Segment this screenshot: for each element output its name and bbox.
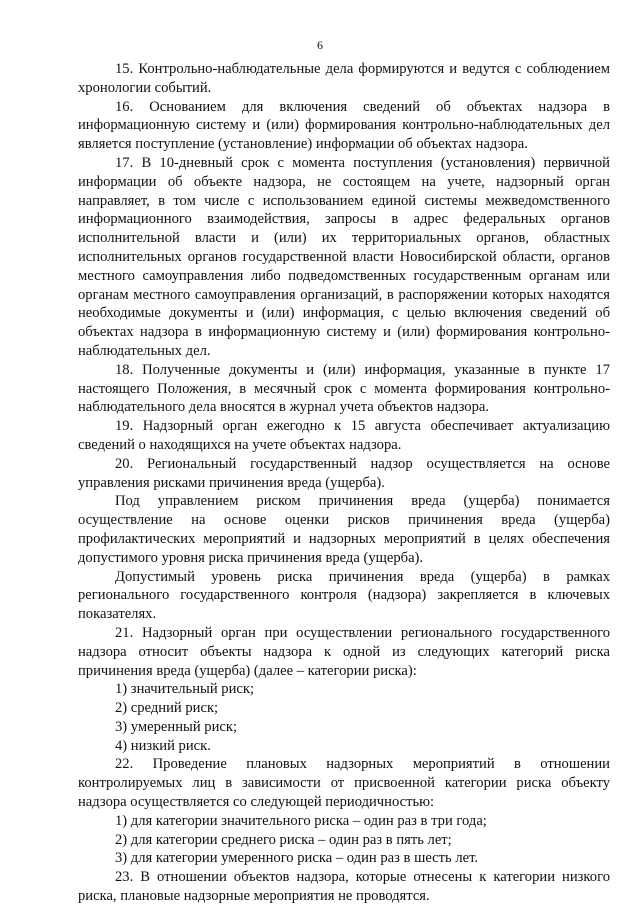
paragraph-19: 19. Надзорный орган ежегодно к 15 августа обеспечивает актуализацию сведений о находящихся на учете объектах надзора.: [78, 418, 610, 453]
paragraph-18: 18. Полученные документы и (или) информация, указанные в пункте 17 настоящего Положения, в месячный срок с момента формирования контрольно-наблюдательного дела вносятся в журнал учета объектов надзора.: [78, 361, 610, 416]
periodicity-item: 3) для категории умеренного риска – один раз в шесть лет.: [115, 850, 479, 867]
paragraph-17: 17. В 10-дневный срок с момента поступления (установления) первичной информации об объекте надзора, не состоящем на учете, надзорный орган направляет, в том числе с использованием единой системы межведомственного информационного взаимодействия, запросы в адрес федеральных органов исполнительной власти и (или) их территориальных органов, областных исполнительных органов государственной власти Новосибирской области, органов местного самоуправления либо подведомственных государственным органам или органам местного самоуправления организаций, в распоряжении которых находятся необходимые документы и (или) информация, с целью включения сведений об объектах надзора в информационную систему и (или) формирования контрольно-наблюдательных дел.: [78, 154, 610, 359]
document-body: [78, 60, 610, 906]
paragraph-22: 22. Проведение плановых надзорных мероприятий в отношении контролируемых лиц в зависимости от присвоенной категории риска объекту надзора осуществляется со следующей периодичностью:: [78, 756, 610, 811]
periodicity-item: 2) для категории среднего риска – один раз в пять лет;: [115, 831, 452, 848]
paragraph-21: 21. Надзорный орган при осуществлении регионального государственного надзора относит объекты надзора к одной из следующих категорий риска причинения вреда (ущерба) (далее – категории риска):: [78, 624, 610, 679]
risk-category-item: 1) значительный риск;: [115, 681, 255, 698]
page-number: 6: [317, 38, 323, 52]
paragraph-20-acceptable-risk: Допустимый уровень риска причинения вреда (ущерба) в рамках регионального государственного контроля (надзора) закрепляется в ключевых показателях.: [78, 568, 610, 623]
paragraph-15: 15. Контрольно-наблюдательные дела формируются и ведутся с соблюдением хронологии событий.: [78, 61, 610, 96]
paragraph-20: 20. Региональный государственный надзор осуществляется на основе управления рисками причинения вреда (ущерба).: [78, 455, 610, 491]
paragraph-20-risk-management: Под управлением риском причинения вреда (ущерба) понимается осуществление на основе оценки рисков причинения вреда (ущерба) профилактических мероприятий и надзорных мероприятий в целях обеспечения допустимого уровня риска причинения вреда (ущерба).: [78, 493, 610, 566]
paragraph-16: 16. Основанием для включения сведений об объектах надзора в информационную систему и (или) формирования контрольно-наблюдательных дел является поступление (установление) информации об объектах надзора.: [78, 98, 610, 153]
risk-category-item: 3) умеренный риск;: [115, 718, 238, 735]
periodicity-item: 1) для категории значительного риска – один раз в три года;: [115, 812, 487, 829]
paragraph-23: 23. В отношении объектов надзора, которые отнесены к категории низкого риска, плановые надзорные мероприятия не проводятся.: [78, 869, 610, 905]
risk-category-item: 2) средний риск;: [115, 700, 219, 717]
risk-category-item: 4) низкий риск.: [115, 737, 211, 754]
